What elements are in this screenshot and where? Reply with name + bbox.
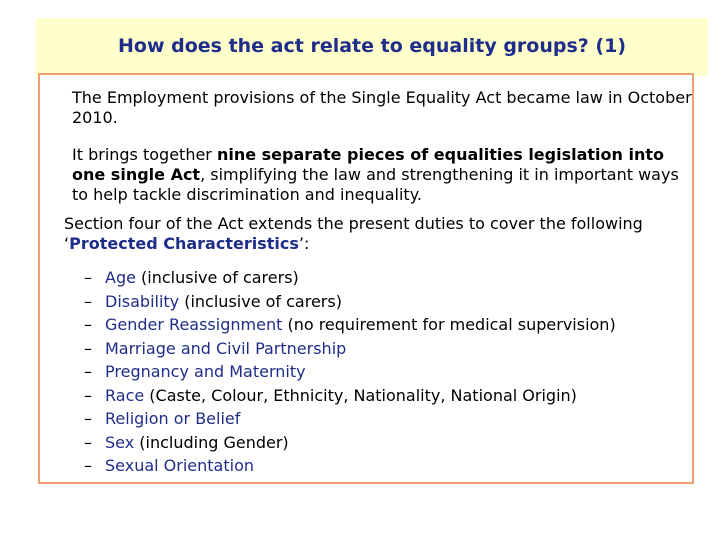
- characteristic-name: Religion or Belief: [105, 409, 241, 428]
- dash-bullet: –: [84, 315, 92, 334]
- characteristic-name: Marriage and Civil Partnership: [105, 338, 347, 358]
- para2-before: It brings together: [72, 145, 217, 164]
- protected-characteristics-label: Protected Characteristics: [69, 234, 299, 253]
- para2-after: , simplifying the law and strengthening it in important ways to help tackle discrimination and inequality.: [72, 165, 679, 204]
- list-item-gender-reassignment: [84, 313, 616, 337]
- characteristic-name: Gender Reassignment: [105, 315, 283, 334]
- dash-bullet: –: [84, 268, 92, 287]
- list-item-race: [84, 384, 616, 408]
- characteristic-note: (Caste, Colour, Ethnicity, Nationality, National Origin): [144, 385, 577, 405]
- list-item-marriage: [84, 337, 616, 361]
- dash-bullet: –: [84, 432, 92, 452]
- characteristic-note: (no requirement for medical supervision): [282, 315, 616, 334]
- list-item-sex: [84, 431, 616, 455]
- para3-close: ’:: [298, 234, 310, 253]
- list-item-sexual-orientation: [84, 454, 616, 478]
- paragraph-brings-together: [72, 145, 697, 205]
- characteristic-name: Disability: [105, 291, 180, 311]
- paragraph-employment-provisions: The Employment provisions of the Single Equality Act became law in October 2010.: [72, 88, 692, 127]
- characteristic-name: Race: [105, 385, 145, 405]
- dash-bullet: –: [84, 456, 92, 475]
- list-item-pregnancy: [84, 360, 616, 384]
- characteristic-note: (inclusive of carers): [179, 291, 342, 311]
- list-item-disability: [84, 290, 616, 314]
- characteristic-name: Sexual Orientation: [105, 456, 254, 475]
- characteristic-note: (including Gender): [134, 432, 289, 452]
- slide-title: How does the act relate to equality groups? (1): [117, 35, 627, 57]
- characteristic-name: Pregnancy and Maternity: [105, 362, 306, 381]
- para3-text: Section four of the Act extends the present duties to cover the following: [64, 214, 643, 233]
- dash-bullet: –: [84, 409, 92, 428]
- characteristic-note: (inclusive of carers): [135, 268, 299, 287]
- list-item-religion: [84, 407, 616, 431]
- dash-bullet: –: [84, 291, 92, 311]
- title-band: [36, 18, 708, 76]
- list-item-age: [84, 266, 616, 290]
- dash-bullet: –: [84, 362, 92, 381]
- para3-open-quote: ‘: [64, 234, 70, 253]
- characteristics-list: [84, 266, 616, 478]
- characteristic-name: Age: [105, 268, 136, 287]
- dash-bullet: –: [84, 338, 92, 358]
- characteristic-name: Sex: [105, 432, 135, 452]
- paragraph-section-four: [64, 214, 694, 254]
- para2-bold: nine separate pieces of equalities legislation into one single Act: [72, 145, 664, 184]
- dash-bullet: –: [84, 385, 92, 405]
